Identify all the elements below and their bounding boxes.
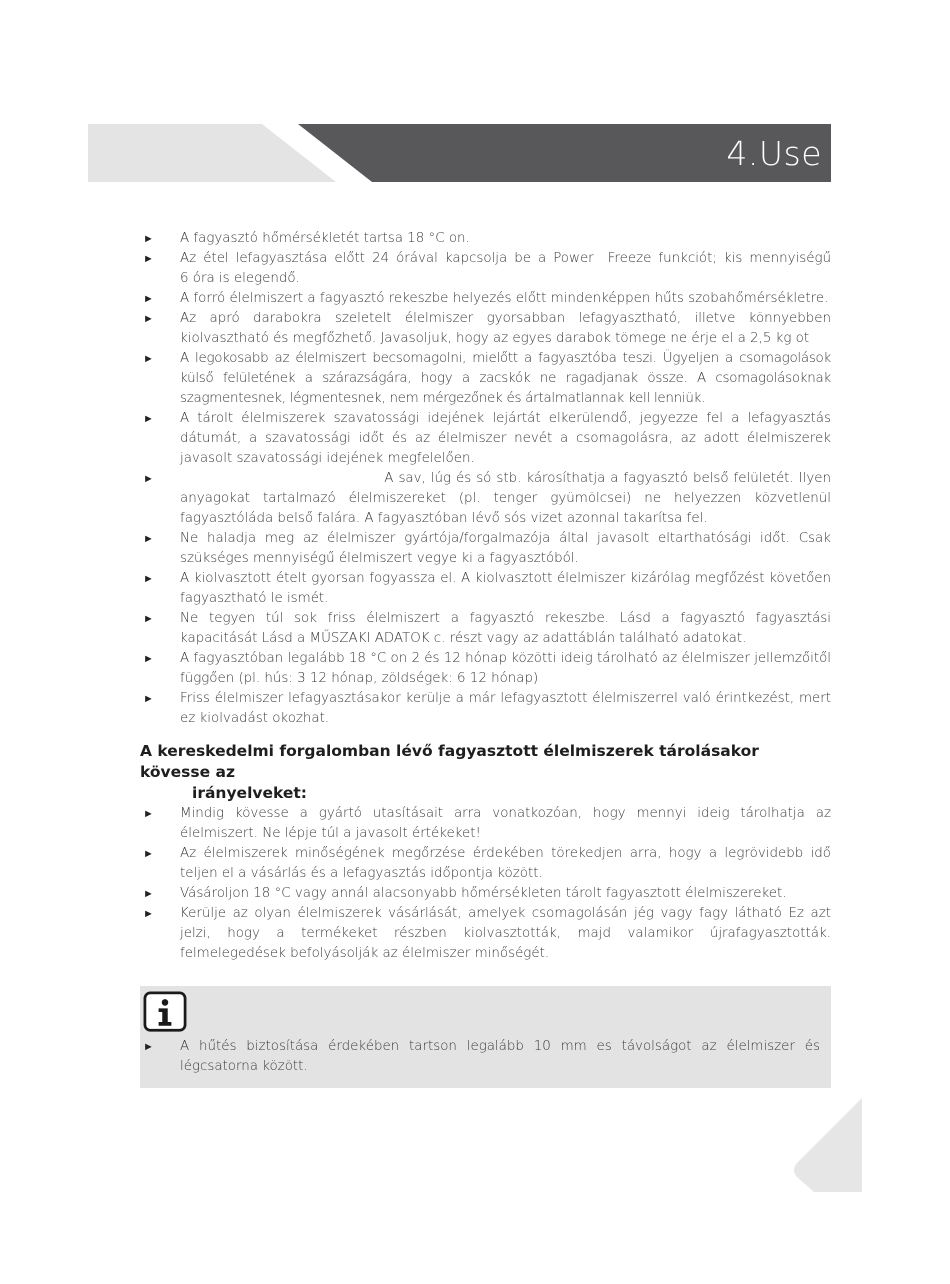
bullet-arrow-icon: ► xyxy=(143,412,154,425)
bullet-arrow-icon: ► xyxy=(143,352,154,365)
info-note-box xyxy=(140,986,831,1088)
main-content xyxy=(140,229,883,964)
info-icon xyxy=(143,991,187,1033)
bullet-arrow-icon: ► xyxy=(143,292,154,305)
list-item: ► A hűtés biztosítása érdekében tartson legalább 10 mm es távolságot az élelmiszer és légcsatorna között. xyxy=(143,1039,820,1074)
bullet-arrow-icon: ► xyxy=(143,232,154,245)
list-item: ► Ne haladja meg az élelmiszer gyártója/forgalmazója által javasolt eltarthatósági időt. Csak szükséges mennyiségű élelmiszert vegye ki a fagyasztóból. xyxy=(143,531,831,566)
bullet-arrow-icon: ► xyxy=(143,847,154,860)
bullet-arrow-icon: ► xyxy=(143,572,154,585)
page-corner-decoration xyxy=(792,1098,862,1192)
list-item: ► Friss élelmiszer lefagyasztásakor kerülje a már lefagyasztott élelmiszerrel való érintkezést, mert ez kiolvadást okozhat. xyxy=(143,691,831,726)
bullet-arrow-icon: ► xyxy=(143,252,154,265)
bullet-arrow-icon: ► xyxy=(143,887,154,900)
bullet-arrow-icon: ► xyxy=(143,312,154,325)
list-item: ► Kerülje az olyan élelmiszerek vásárlását, amelyek csomagolásán jég vagy fagy látható Ez azt jelzi, hogy a termékeket részben kiolvasztották, majd valamikor újrafagyasztották. felmelegedések befolyásolják az élelmiszer minőségét. xyxy=(143,906,831,961)
bullet-arrow-icon: ► xyxy=(143,612,154,625)
bullet-arrow-icon: ► xyxy=(143,652,154,665)
list-item: ► Az étel lefagyasztása előtt 24 órával kapcsolja be a Power Freeze funkciót; kis mennyiségű 6 óra is elegendő. xyxy=(143,251,883,286)
page-header xyxy=(0,0,950,200)
commercial-tips-list xyxy=(140,804,831,964)
list-item: ► A forró élelmiszert a fagyasztó rekeszbe helyezés előtt mindenképpen hűts szobahőmérsékletre. xyxy=(140,289,831,309)
bullet-arrow-icon: ► xyxy=(143,692,154,705)
list-item: ► Vásároljon 18 °C vagy annál alacsonyabb hőmérsékleten tárolt fagyasztott élelmiszereket. xyxy=(140,884,831,904)
info-note-list xyxy=(140,1037,820,1077)
bullet-arrow-icon: ► xyxy=(143,472,154,485)
list-item: ► Az apró darabokra szeletelt élelmiszer gyorsabban lefagyasztható, illetve könnyebben kiolvasztható és megfőzhető. Javasoljuk, hogy az egyes darabok tömege ne érje el a 2,5 kg ot xyxy=(143,311,831,346)
commercial-storage-heading: A kereskedelmi forgalomban lévő fagyasztott élelmiszerek tárolásakor kövesse az irányelveket: xyxy=(140,742,759,802)
list-item: ► Az élelmiszerek minőségének megőrzése érdekében törekedjen arra, hogy a legrövidebb idő teljen el a vásárlás és a lefagyasztás időpontja között. xyxy=(143,846,831,881)
bullet-arrow-icon: ► xyxy=(143,532,154,545)
bullet-arrow-icon: ► xyxy=(143,807,154,820)
list-item: ► Ne tegyen túl sok friss élelmiszert a fagyasztó rekeszbe. Lásd a fagyasztó fagyasztási kapacitását Lásd a MŰSZAKI ADATOK c. részt vagy az adattáblán található adatokat. xyxy=(143,611,831,646)
list-item: ► A kiolvasztott ételt gyorsan fogyassza el. A kiolvasztott élelmiszer kizárólag megfőzést követően fagyasztható le ismét. xyxy=(143,571,831,606)
list-item: ► A tárolt élelmiszerek szavatossági idejének lejártát elkerülendő, jegyezze fel a lefagyasztás dátumát, a szavatossági időt és az élelmiszer nevét a csomagolásra, az adott élelmiszerek javasolt szavatossági idejének megfelelően. xyxy=(143,411,831,466)
list-item: ► A sav, lúg és só stb. károsíthatja a fagyasztó belső felületét. Ilyen anyagokat tartalmazó élelmiszereket (pl. tenger gyümölcsei) ne helyezzen közvetlenül fagyasztóláda belső falára. A fagyasztóban lévő sós vizet azonnal takarítsa fel. xyxy=(143,471,844,526)
list-item: ► Mindig kövesse a gyártó utasításait arra vonatkozóan, hogy mennyi ideig tárolhatja az élelmiszert. Ne lépje túl a javasolt értékeket! xyxy=(143,806,831,841)
list-item: ► A fagyasztóban legalább 18 °C on 2 és 12 hónap közötti ideig tárolható az élelmiszer jellemzőitől függően (pl. hús: 3 12 hónap, zöldségek: 6 12 hónap) xyxy=(143,651,831,686)
list-item: ► A fagyasztó hőmérsékletét tartsa 18 °C on. xyxy=(140,229,831,249)
section-title: 4.Use xyxy=(726,134,822,173)
bullet-arrow-icon: ► xyxy=(143,1040,154,1053)
list-item: ► A legokosabb az élelmiszert becsomagolni, mielőtt a fagyasztóba teszi. Ügyeljen a csomagolások külső felületének a szárazságára, hogy a zacskók ne ragadjanak össze. A csomagolásoknak szagmentesnek, légmentesnek, nem mérgezőnek és ártalmatlannak kell lenniük. xyxy=(143,351,831,406)
usage-tips-list xyxy=(140,229,883,729)
bullet-arrow-icon: ► xyxy=(143,907,154,920)
